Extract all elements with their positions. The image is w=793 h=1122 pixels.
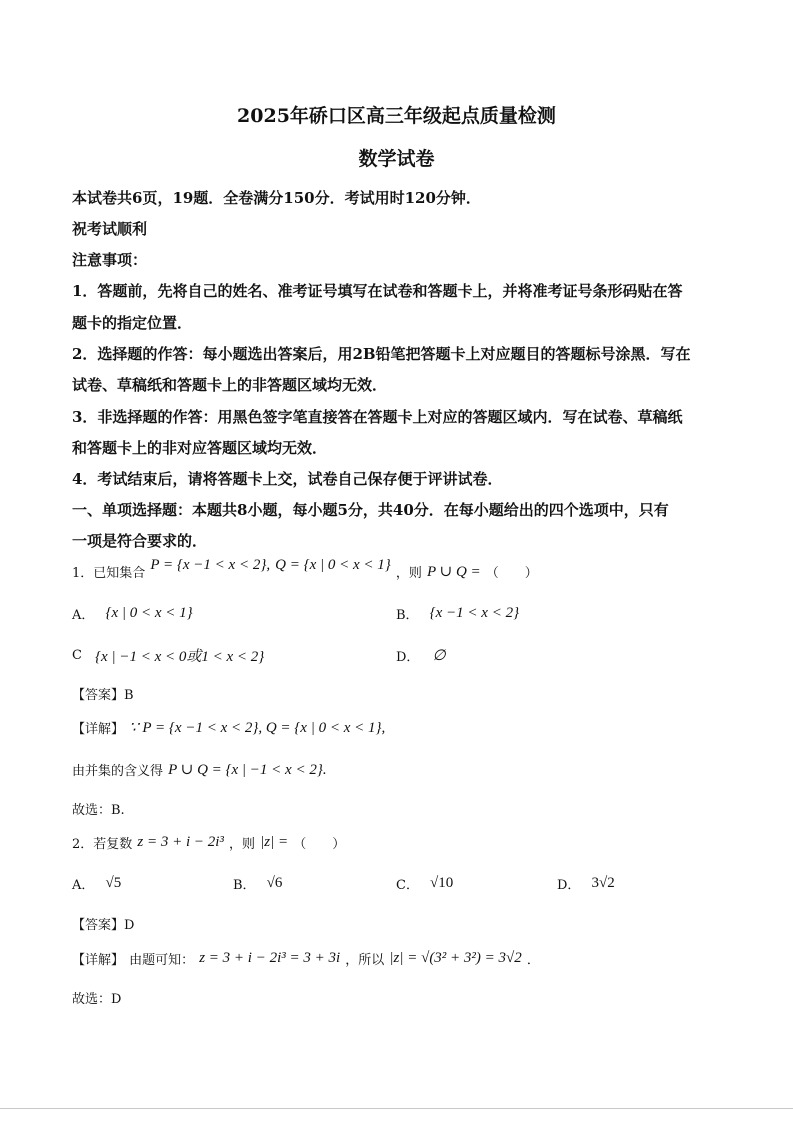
q1-union — [72, 759, 327, 779]
q1-option-a-value: {x | 0 < x < 1} — [105, 605, 193, 621]
notice-2a: 2．选择题的作答：每小题选出答案后，用2B铅笔把答题卡上对应题目的答题标号涂黑．写在 — [72, 345, 691, 363]
good-luck: 祝考试顺利 — [72, 220, 148, 238]
q1-option-d-label: D． — [396, 650, 420, 665]
q2-option-b-value: √6 — [266, 875, 283, 891]
q1-option-b-label: B． — [396, 608, 419, 623]
q2-prefix: 2．若复数 — [72, 837, 133, 852]
q2-option-d-label: D． — [557, 878, 581, 893]
q1-set-p: P = {x −1 < x < 2}, — [150, 557, 271, 573]
q2-detail-text2: ，所以 — [345, 953, 385, 968]
q2-option-c-value: √10 — [430, 875, 454, 891]
q1-option-d — [396, 645, 446, 665]
section-heading-2: 一项是符合要求的． — [72, 532, 208, 550]
q1-answer: 【答案】B — [72, 688, 134, 703]
q2-option-a — [72, 873, 121, 893]
q2-detail-math1: z = 3 + i − 2i³ = 3 + 3i — [199, 950, 341, 966]
q2-answer: 【答案】D — [72, 918, 135, 933]
q2-mid: ，则 — [229, 837, 256, 852]
q1-detail — [72, 717, 385, 737]
q2-option-d — [557, 873, 615, 893]
exam-info: 本试卷共6页，19题．全卷满分150分．考试用时120分钟． — [72, 189, 481, 207]
q1-option-a-label: A． — [72, 608, 95, 623]
notice-3a: 3．非选择题的作答：用黑色签字笔直接答在答题卡上对应的答题区域内．写在试卷、草稿纸 — [72, 408, 683, 426]
q1-option-a — [72, 603, 193, 623]
question-2 — [72, 832, 345, 852]
q2-option-b-label: B． — [233, 878, 256, 893]
q1-mid: ，则 — [395, 566, 422, 581]
notice-2b: 试卷、草稿纸和答题卡上的非答题区域均无效． — [72, 376, 388, 394]
q1-detail-math: ∵ P = {x −1 < x < 2}, Q = {x | 0 < x < 1}, — [129, 720, 386, 736]
q2-option-d-value: 3√2 — [591, 875, 615, 891]
question-1 — [72, 557, 538, 581]
q1-option-b-value: {x −1 < x < 2} — [429, 605, 520, 621]
q1-choose: 故选：B. — [72, 803, 125, 818]
q1-expr: P ∪ Q = — [427, 564, 481, 580]
q1-option-c-label: C — [72, 648, 82, 663]
page-title: 2025年硚口区高三年级起点质量检测 — [237, 105, 556, 127]
q1-paren: （ ） — [485, 566, 538, 581]
q2-option-c — [396, 873, 453, 893]
q1-prefix: 1．已知集合 — [72, 566, 146, 581]
q2-option-a-value: √5 — [105, 875, 122, 891]
q2-option-c-label: C． — [396, 878, 419, 893]
q1-option-d-value: ∅ — [432, 648, 446, 664]
q1-union-text: 由并集的含义得 — [72, 764, 164, 779]
q2-option-b — [233, 873, 282, 893]
section-heading-1: 一、单项选择题：本题共8小题，每小题5分，共40分．在每小题给出的四个选项中，只有 — [72, 501, 669, 519]
q1-set-q: Q = {x | 0 < x < 1} — [275, 557, 391, 573]
q2-detail-label: 【详解】 — [72, 953, 125, 968]
q2-abs: |z| = — [260, 834, 289, 850]
q2-detail-end: ． — [526, 953, 540, 968]
q1-detail-label: 【详解】 — [72, 722, 125, 737]
q2-choose: 故选：D — [72, 992, 122, 1007]
notice-1a: 1．答题前，先将自己的姓名、准考证号填写在试卷和答题卡上，并将准考证号条形码贴在答 — [72, 282, 683, 300]
page-subtitle: 数学试卷 — [358, 148, 435, 170]
q2-detail-text1: 由题可知： — [129, 953, 195, 968]
q1-union-math: P ∪ Q = {x | −1 < x < 2}. — [168, 762, 327, 778]
q1-option-c-value: {x | −1 < x < 0或1 < x < 2} — [95, 649, 265, 665]
notice-3b: 和答题卡上的非对应答题区域均无效． — [72, 439, 328, 457]
q2-option-a-label: A． — [72, 878, 95, 893]
q2-detail — [72, 948, 540, 968]
notice-4: 4．考试结束后，请将答题卡上交，试卷自己保存便于评讲试卷． — [72, 470, 503, 488]
q2-paren: （ ） — [293, 837, 346, 852]
q1-option-b — [396, 603, 519, 623]
page-bottom-divider — [0, 1108, 793, 1109]
q1-option-c — [72, 645, 264, 666]
q2-expr: z = 3 + i − 2i³ — [137, 834, 224, 850]
notice-title: 注意事项： — [72, 251, 148, 269]
q2-detail-math2: |z| = √(3² + 3²) = 3√2 — [389, 950, 522, 966]
notice-1b: 题卡的指定位置． — [72, 314, 193, 332]
